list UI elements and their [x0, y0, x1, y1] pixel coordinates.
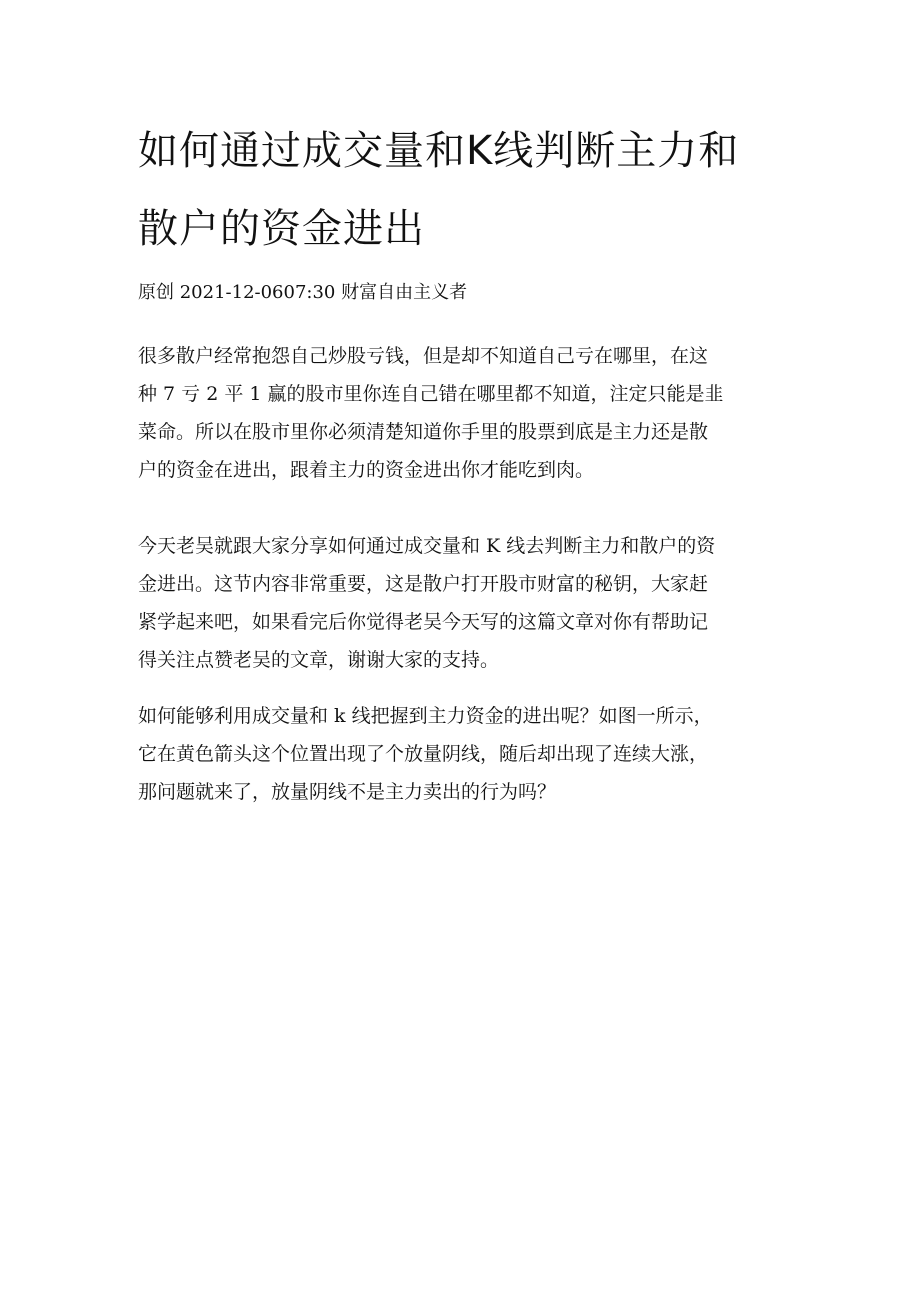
paragraph-2-line-1: 今天老吴就跟大家分享如何通过成交量和 K 线去判断主力和散户的资: [138, 535, 716, 557]
paragraph-2-line-3: 紧学起来吧，如果看完后你觉得老吴今天写的这篇文章对你有帮助记: [138, 611, 709, 633]
paragraph-1-line-4: 户的资金在进出，跟着主力的资金进出你才能吃到肉。: [138, 459, 595, 481]
paragraph-2: [138, 527, 798, 679]
paragraph-3-line-2: 它在黄色箭头这个位置出现了个放量阴线，随后却出现了连续大涨，: [138, 743, 709, 765]
paragraph-2-line-4: 得关注点赞老吴的文章，谢谢大家的支持。: [138, 649, 500, 671]
article-title: [138, 112, 788, 268]
paragraph-3-line-3: 那问题就来了，放量阴线不是主力卖出的行为吗？: [138, 781, 557, 803]
article-title-line-1: 如何通过成交量和K线判断主力和: [138, 128, 740, 174]
paragraph-1-line-1: 很多散户经常抱怨自己炒股亏钱，但是却不知道自己亏在哪里，在这: [138, 345, 709, 367]
paragraph-1-line-3: 菜命。所以在股市里你必须清楚知道你手里的股票到底是主力还是散: [138, 421, 709, 443]
paragraph-1: [138, 337, 798, 489]
article-title-line-2: 散户的资金进出: [138, 206, 425, 252]
article-meta: 原创 2021-12-0607:30 财富自由主义者: [138, 282, 468, 303]
paragraph-3: [138, 697, 798, 811]
paragraph-3-line-1: 如何能够利用成交量和 k 线把握到主力资金的进出呢？如图一所示，: [138, 705, 713, 727]
paragraph-1-line-2: 种 7 亏 2 平 1 赢的股市里你连自己错在哪里都不知道，注定只能是韭: [138, 383, 724, 405]
paragraph-2-line-2: 金进出。这节内容非常重要，这是散户打开股市财富的秘钥，大家赶: [138, 573, 709, 595]
